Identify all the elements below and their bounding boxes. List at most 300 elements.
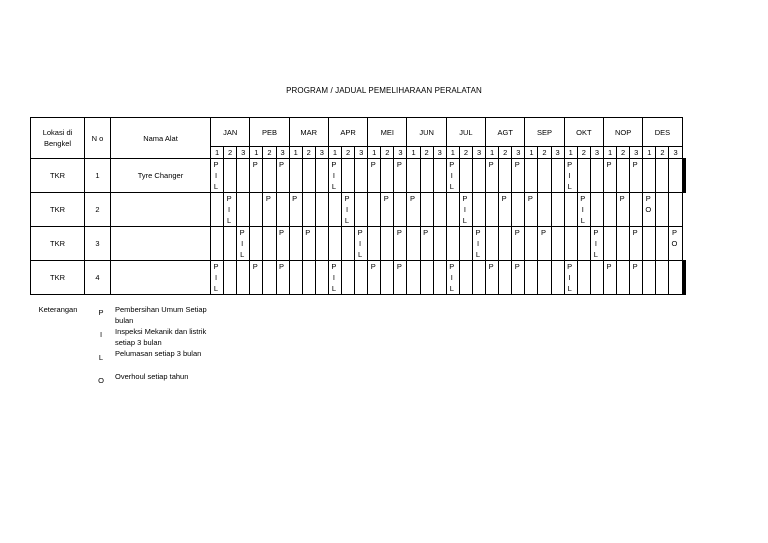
schedule-cell <box>577 193 590 227</box>
schedule-mark: I <box>228 205 231 214</box>
schedule-mark: L <box>240 250 245 259</box>
schedule-cell <box>603 159 616 193</box>
schedule-cell <box>603 261 616 295</box>
schedule-cell <box>394 193 407 227</box>
header-week: 1 <box>250 147 263 159</box>
schedule-cell <box>237 227 250 261</box>
schedule-mark: P <box>606 160 612 169</box>
schedule-cell <box>499 261 512 295</box>
row-lokasi: TKR <box>31 159 85 193</box>
schedule-cell <box>224 193 237 227</box>
schedule-cell <box>603 227 616 261</box>
schedule-mark: P <box>514 160 520 169</box>
schedule-cell <box>538 227 551 261</box>
schedule-mark: P <box>252 160 258 169</box>
header-month: PEB <box>250 118 289 147</box>
header-week: 2 <box>224 147 237 159</box>
schedule-cell <box>472 227 485 261</box>
schedule-cell <box>302 227 315 261</box>
schedule-mark: P <box>449 160 455 169</box>
header-week: 2 <box>538 147 551 159</box>
header-month: JAN <box>211 118 250 147</box>
schedule-cell <box>250 261 263 295</box>
schedule-mark: P <box>488 160 494 169</box>
schedule-mark: I <box>450 273 453 282</box>
schedule-cell <box>603 193 616 227</box>
schedule-cell <box>394 261 407 295</box>
schedule-mark: P <box>423 228 429 237</box>
schedule-cell <box>512 159 525 193</box>
schedule-cell <box>289 159 302 193</box>
schedule-cell <box>315 227 328 261</box>
header-week: 2 <box>577 147 590 159</box>
header-week: 3 <box>237 147 250 159</box>
schedule-cell <box>289 193 302 227</box>
schedule-mark: I <box>463 205 466 214</box>
schedule-cell <box>224 261 237 295</box>
schedule-cell <box>342 193 355 227</box>
schedule-cell <box>211 193 224 227</box>
schedule-mark: P <box>645 194 651 203</box>
schedule-mark: L <box>567 182 572 191</box>
schedule-mark: P <box>252 262 258 271</box>
schedule-cell <box>564 261 577 295</box>
row-nama-alat <box>111 261 211 295</box>
schedule-cell <box>459 159 472 193</box>
schedule-cell <box>394 227 407 261</box>
schedule-cell <box>342 227 355 261</box>
schedule-mark: P <box>370 160 376 169</box>
legend-code: P <box>98 308 104 317</box>
schedule-cell <box>472 261 485 295</box>
schedule-mark: P <box>305 228 311 237</box>
header-month: DES <box>643 118 682 147</box>
schedule-cell <box>368 159 381 193</box>
header-month: JUL <box>446 118 485 147</box>
schedule-mark: I <box>568 273 571 282</box>
header-week: 2 <box>381 147 394 159</box>
schedule-cell <box>564 193 577 227</box>
schedule-cell <box>211 227 224 261</box>
schedule-cell <box>630 193 643 227</box>
header-week: 3 <box>630 147 643 159</box>
schedule-mark: L <box>358 250 363 259</box>
header-week: 1 <box>407 147 420 159</box>
schedule-mark: P <box>278 160 284 169</box>
schedule-cell <box>656 261 669 295</box>
row-nama-alat: Tyre Changer <box>111 159 211 193</box>
schedule-cell <box>342 261 355 295</box>
header-week: 2 <box>302 147 315 159</box>
schedule-cell <box>551 227 564 261</box>
schedule-cell <box>590 193 603 227</box>
schedule-mark: L <box>475 250 481 259</box>
schedule-cell <box>355 193 368 227</box>
schedule-mark: P <box>213 160 219 169</box>
schedule-mark: I <box>568 171 571 180</box>
header-week: 1 <box>603 147 616 159</box>
schedule-cell <box>394 159 407 193</box>
schedule-cell <box>564 227 577 261</box>
schedule-cell <box>577 261 590 295</box>
schedule-cell <box>459 261 472 295</box>
schedule-cell <box>250 159 263 193</box>
schedule-cell <box>263 193 276 227</box>
schedule-cell <box>538 159 551 193</box>
schedule-cell <box>368 193 381 227</box>
schedule-cell <box>407 261 420 295</box>
schedule-cell <box>250 227 263 261</box>
schedule-mark: O <box>645 205 652 214</box>
schedule-cell <box>525 159 538 193</box>
schedule-cell <box>302 261 315 295</box>
schedule-mark: I <box>241 239 244 248</box>
header-week: 2 <box>656 147 669 159</box>
schedule-mark: P <box>449 262 455 271</box>
header-month: NOP <box>603 118 642 147</box>
schedule-cell <box>276 261 289 295</box>
header-week: 3 <box>551 147 564 159</box>
schedule-mark: P <box>462 194 468 203</box>
schedule-cell <box>420 227 433 261</box>
header-no: N o <box>85 118 111 159</box>
schedule-cell <box>211 159 224 193</box>
schedule-cell <box>315 261 328 295</box>
header-week: 3 <box>433 147 446 159</box>
schedule-cell <box>512 227 525 261</box>
schedule-cell <box>617 193 630 227</box>
header-week: 2 <box>263 147 276 159</box>
schedule-mark: P <box>396 262 402 271</box>
schedule-cell <box>302 193 315 227</box>
header-month: AGT <box>486 118 525 147</box>
schedule-mark: I <box>214 171 218 180</box>
schedule-cell <box>564 159 577 193</box>
header-week: 2 <box>459 147 472 159</box>
schedule-cell <box>420 193 433 227</box>
schedule-cell <box>328 227 341 261</box>
schedule-cell <box>289 227 302 261</box>
header-month: MAR <box>289 118 328 147</box>
page-title: PROGRAM / JADUAL PEMELIHARAAN PERALATAN <box>286 86 482 95</box>
schedule-mark: P <box>383 194 389 203</box>
schedule-mark: I <box>345 205 349 214</box>
schedule-cell <box>617 261 630 295</box>
schedule-cell <box>512 193 525 227</box>
schedule-mark: P <box>567 160 573 169</box>
schedule-cell <box>250 193 263 227</box>
schedule-cell <box>472 159 485 193</box>
schedule-mark: P <box>527 194 533 203</box>
schedule-cell <box>669 193 682 227</box>
header-week: 2 <box>342 147 355 159</box>
schedule-cell <box>355 261 368 295</box>
schedule-cell <box>407 227 420 261</box>
schedule-cell <box>276 227 289 261</box>
schedule-cell <box>315 159 328 193</box>
schedule-cell <box>684 159 685 193</box>
schedule-cell <box>656 159 669 193</box>
schedule-cell <box>433 193 446 227</box>
header-month: APR <box>328 118 367 147</box>
schedule-mark: P <box>370 262 376 271</box>
schedule-mark: L <box>331 284 336 293</box>
schedule-cell <box>328 193 341 227</box>
schedule-cell <box>472 193 485 227</box>
header-month: OKT <box>564 118 603 147</box>
legend-description: Pelumasan setiap 3 bulan <box>115 349 202 358</box>
header-nama-alat: Nama Alat <box>111 118 211 159</box>
header-week: 2 <box>420 147 433 159</box>
schedule-mark: P <box>409 194 415 203</box>
schedule-cell <box>381 159 394 193</box>
header-week: 1 <box>368 147 381 159</box>
schedule-mark: I <box>214 273 218 282</box>
schedule-cell <box>446 261 459 295</box>
schedule-cell <box>302 159 315 193</box>
schedule-mark: I <box>332 171 335 180</box>
schedule-cell <box>538 261 551 295</box>
schedule-cell <box>263 159 276 193</box>
schedule-cell <box>499 159 512 193</box>
legend-description: Overhoul setiap tahun <box>115 372 189 381</box>
schedule-cell <box>381 227 394 261</box>
schedule-mark: P <box>540 228 546 237</box>
header-week: 1 <box>211 147 224 159</box>
schedule-mark: P <box>239 228 245 237</box>
header-week: 3 <box>394 147 407 159</box>
schedule-mark: P <box>514 262 520 271</box>
row-lokasi: TKR <box>31 227 85 261</box>
header-lokasi: Lokasi di Bengkel <box>31 118 85 159</box>
schedule-mark: P <box>265 194 271 203</box>
schedule-cell <box>617 159 630 193</box>
schedule-cell <box>499 227 512 261</box>
schedule-cell <box>656 227 669 261</box>
schedule-cell <box>499 193 512 227</box>
header-week: 3 <box>669 147 682 159</box>
header-week: 3 <box>472 147 485 159</box>
schedule-cell <box>643 227 656 261</box>
schedule-mark: L <box>331 182 336 191</box>
schedule-mark: I <box>594 239 597 248</box>
schedule-cell <box>433 159 446 193</box>
schedule-mark: L <box>344 216 350 225</box>
schedule-cell <box>328 159 341 193</box>
schedule-mark: P <box>213 262 219 271</box>
schedule-cell <box>420 159 433 193</box>
schedule-cell <box>446 193 459 227</box>
schedule-mark: P <box>501 194 507 203</box>
legend-code: L <box>98 353 104 362</box>
header-week: 2 <box>617 147 630 159</box>
schedule-cell <box>381 261 394 295</box>
schedule-cell <box>656 193 669 227</box>
row-nama-alat <box>111 193 211 227</box>
row-no: 1 <box>85 159 111 193</box>
schedule-mark: P <box>396 228 402 237</box>
schedule-cell <box>355 159 368 193</box>
schedule-mark: P <box>226 194 232 203</box>
legend-code: O <box>98 376 104 385</box>
schedule-cell <box>276 193 289 227</box>
table-row <box>31 159 686 193</box>
schedule-mark: L <box>449 284 454 293</box>
header-week: 3 <box>315 147 328 159</box>
schedule-cell <box>459 227 472 261</box>
schedule-cell <box>237 261 250 295</box>
legend-label: Keterangan <box>38 305 78 314</box>
row-no: 2 <box>85 193 111 227</box>
schedule-mark: P <box>580 194 586 203</box>
schedule-cell <box>211 261 224 295</box>
row-no: 3 <box>85 227 111 261</box>
schedule-mark: L <box>567 284 572 293</box>
schedule-cell <box>263 227 276 261</box>
maintenance-schedule-table <box>30 117 686 295</box>
schedule-cell <box>368 261 381 295</box>
schedule-mark: L <box>213 284 219 293</box>
legend-description: Inspeksi Mekanik dan listrik setiap 3 bulan <box>115 327 207 347</box>
schedule-cell <box>342 159 355 193</box>
schedule-mark: O <box>671 239 678 248</box>
schedule-mark: P <box>567 262 573 271</box>
schedule-cell <box>630 261 643 295</box>
schedule-cell <box>224 159 237 193</box>
schedule-cell <box>433 227 446 261</box>
schedule-cell <box>433 261 446 295</box>
header-week: 1 <box>328 147 341 159</box>
schedule-cell <box>237 159 250 193</box>
schedule-cell <box>630 227 643 261</box>
schedule-mark: P <box>632 160 638 169</box>
header-month: SEP <box>525 118 564 147</box>
schedule-cell <box>551 261 564 295</box>
schedule-cell <box>617 227 630 261</box>
schedule-cell <box>525 193 538 227</box>
schedule-mark: L <box>580 216 585 225</box>
schedule-cell <box>446 159 459 193</box>
schedule-mark: P <box>619 194 625 203</box>
schedule-cell <box>577 227 590 261</box>
header-week: 1 <box>564 147 577 159</box>
schedule-cell <box>590 159 603 193</box>
row-lokasi: TKR <box>31 193 85 227</box>
schedule-cell <box>276 159 289 193</box>
schedule-cell <box>486 227 499 261</box>
schedule-mark: L <box>227 216 232 225</box>
legend-description: Pembersihan Umum Setiap bulan <box>115 305 207 325</box>
schedule-mark: P <box>357 228 363 237</box>
schedule-cell <box>328 261 341 295</box>
schedule-cell <box>407 193 420 227</box>
schedule-mark: P <box>593 228 599 237</box>
schedule-cell <box>263 261 276 295</box>
schedule-mark: P <box>278 262 284 271</box>
schedule-cell <box>669 159 682 193</box>
schedule-mark: L <box>462 216 467 225</box>
table-row <box>31 261 686 295</box>
schedule-mark: P <box>488 262 494 271</box>
header-week: 3 <box>512 147 525 159</box>
schedule-cell <box>355 227 368 261</box>
table-row <box>31 227 686 261</box>
schedule-cell <box>643 159 656 193</box>
schedule-mark: P <box>331 262 337 271</box>
schedule-cell <box>289 261 302 295</box>
schedule-cell <box>368 227 381 261</box>
row-lokasi: TKR <box>31 261 85 295</box>
schedule-mark: L <box>593 250 598 259</box>
schedule-mark: P <box>331 160 337 169</box>
schedule-cell <box>525 261 538 295</box>
row-nama-alat <box>111 227 211 261</box>
schedule-mark: P <box>344 194 350 203</box>
schedule-mark: L <box>213 182 219 191</box>
schedule-cell <box>577 159 590 193</box>
schedule-cell <box>590 227 603 261</box>
legend-code: I <box>99 330 103 339</box>
header-week: 1 <box>486 147 499 159</box>
schedule-cell <box>590 261 603 295</box>
schedule-cell <box>459 193 472 227</box>
schedule-cell <box>407 159 420 193</box>
schedule-mark: P <box>671 228 677 237</box>
header-week: 2 <box>499 147 512 159</box>
table-row <box>31 193 686 227</box>
schedule-mark: P <box>632 262 638 271</box>
header-week: 1 <box>289 147 302 159</box>
schedule-cell <box>551 159 564 193</box>
schedule-cell <box>643 193 656 227</box>
schedule-cell <box>420 261 433 295</box>
schedule-mark: P <box>396 160 402 169</box>
schedule-mark: I <box>581 205 584 214</box>
schedule-cell <box>512 261 525 295</box>
schedule-cell <box>669 227 682 261</box>
header-week: 1 <box>446 147 459 159</box>
schedule-cell <box>551 193 564 227</box>
header-week: 3 <box>276 147 289 159</box>
schedule-cell <box>381 193 394 227</box>
schedule-mark: L <box>449 182 454 191</box>
schedule-mark: P <box>514 228 520 237</box>
schedule-cell <box>237 193 250 227</box>
schedule-cell <box>669 261 682 295</box>
schedule-mark: P <box>606 262 612 271</box>
schedule-cell <box>486 193 499 227</box>
schedule-mark: I <box>476 239 480 248</box>
schedule-cell <box>684 261 685 295</box>
header-week: 1 <box>525 147 538 159</box>
schedule-mark: P <box>475 228 481 237</box>
header-week: 1 <box>643 147 656 159</box>
header-week: 3 <box>590 147 603 159</box>
schedule-mark: P <box>278 228 284 237</box>
schedule-mark: P <box>632 228 638 237</box>
schedule-cell <box>538 193 551 227</box>
row-no: 4 <box>85 261 111 295</box>
schedule-mark: I <box>359 239 362 248</box>
schedule-cell <box>315 193 328 227</box>
schedule-cell <box>486 261 499 295</box>
schedule-cell <box>630 159 643 193</box>
schedule-mark: I <box>332 273 335 282</box>
schedule-cell <box>446 227 459 261</box>
header-month: JUN <box>407 118 446 147</box>
schedule-cell <box>525 227 538 261</box>
schedule-mark: P <box>292 194 298 203</box>
